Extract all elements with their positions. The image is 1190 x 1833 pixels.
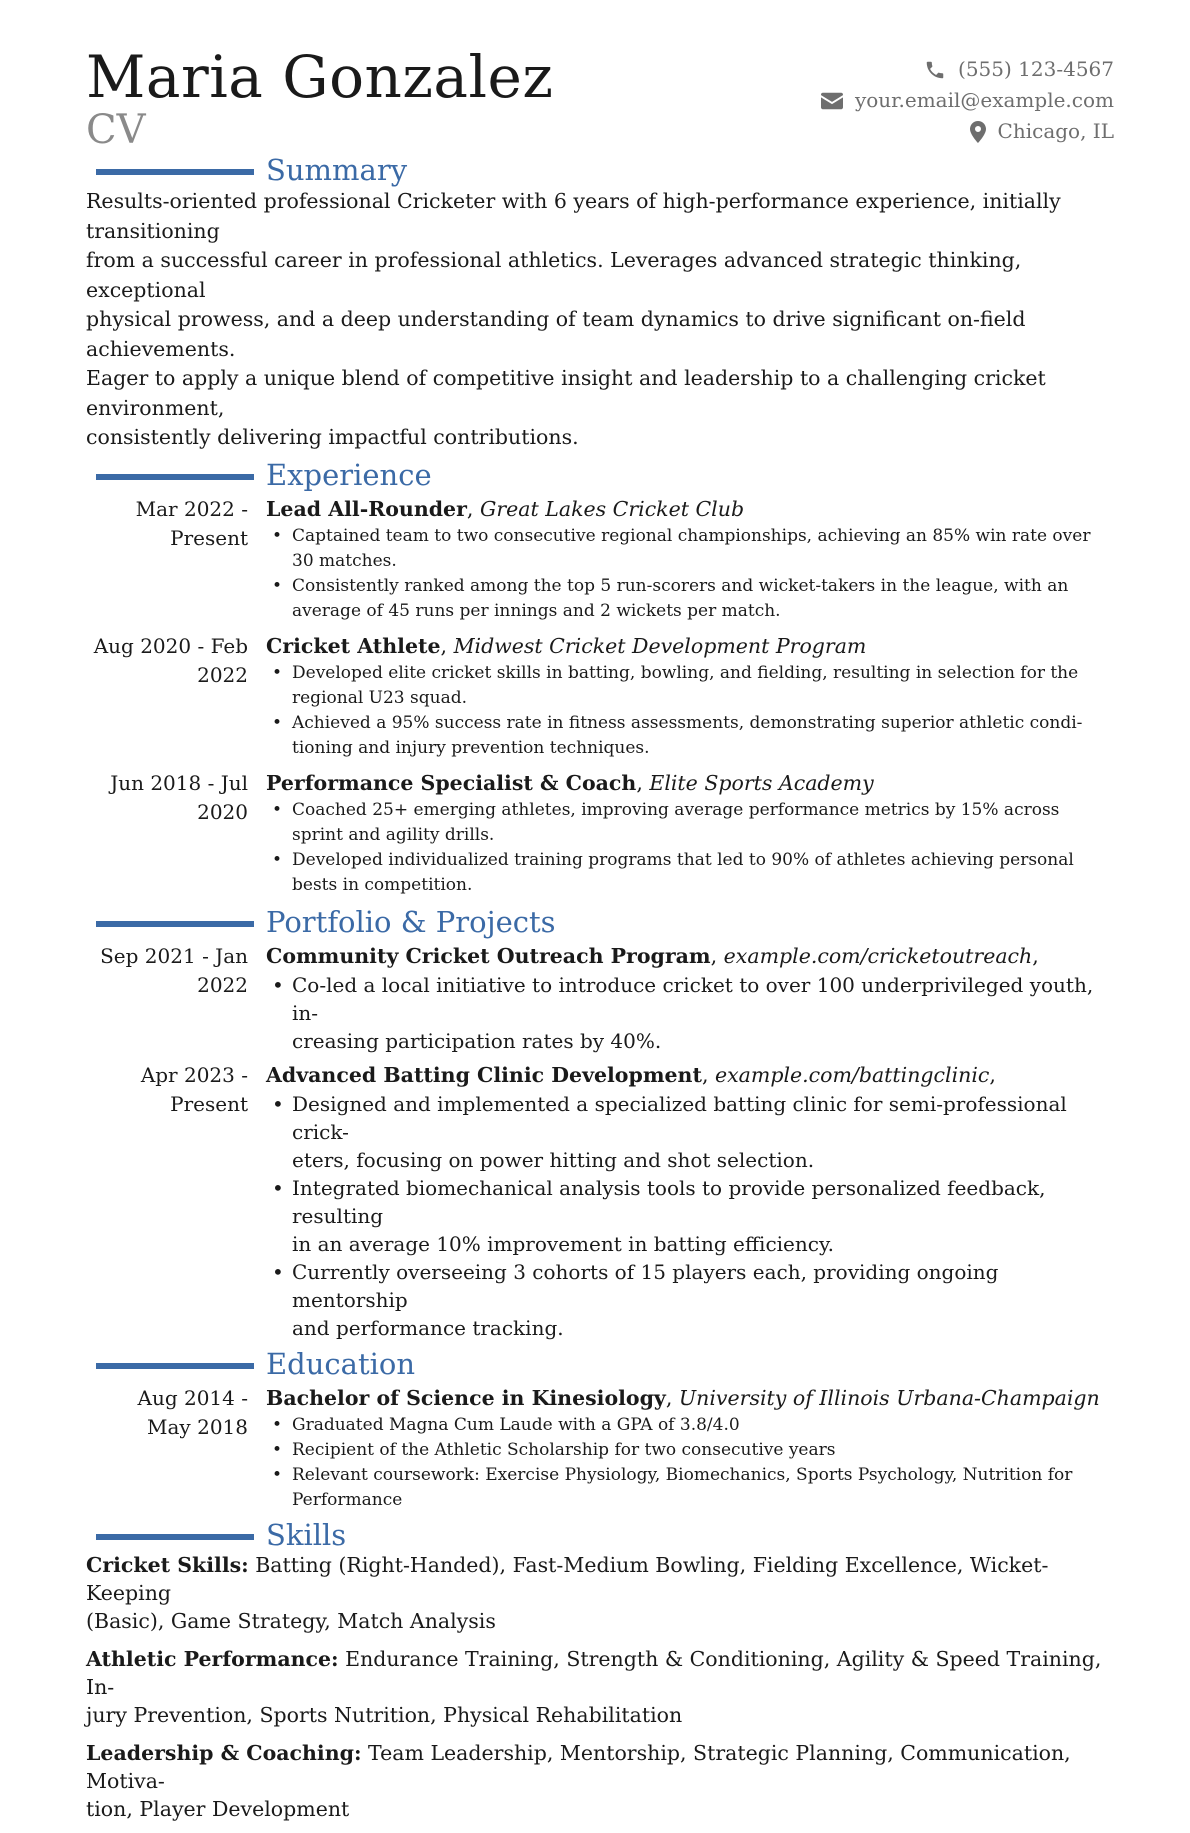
section-summary-header <box>86 152 1114 188</box>
skill-group: Cricket Skills: Batting (Right-Handed), Fast-Medium Bowling, Fielding Excellence, Wicket-Keeping (Basic), Game Strategy, Match Analysis <box>86 1552 1049 1633</box>
section-experience-header <box>86 457 1114 493</box>
section-title: Portfolio & Projects <box>266 904 556 939</box>
cv-page <box>86 44 1114 1833</box>
skills-list <box>86 1551 1114 1823</box>
section-rule <box>96 474 254 480</box>
section-title: Education <box>266 1346 416 1381</box>
project-link[interactable]: example.com/battingclinic <box>714 1062 990 1087</box>
bullet-item: • Designed and implemented a specialized batting clinic for semi-professional crick- eters, focusing on power hitting and shot selection. <box>266 1090 1114 1174</box>
skill-group: Leadership & Coaching: Team Leadership, Mentorship, Strategic Planning, Communication, Motiva- tion, Player Development <box>86 1740 1071 1821</box>
section-rule <box>96 921 254 927</box>
education-entry <box>86 1384 1114 1513</box>
section-rule <box>96 1363 254 1369</box>
entry-title: Lead All-Rounder, Great Lakes Cricket Club <box>266 496 745 521</box>
entry-date: Mar 2022 - Present <box>135 496 248 550</box>
envelope-icon <box>821 92 843 110</box>
skill-group: Athletic Performance: Endurance Training, Strength & Conditioning, Agility & Speed Training, In- jury Prevention, Sports Nutrition, Physical Rehabilitation <box>86 1646 1102 1727</box>
summary-line: consistently delivering impactful contributions. <box>86 425 579 449</box>
entry-date: Apr 2023 - Present <box>140 1062 248 1116</box>
experience-entry <box>86 632 1114 761</box>
bullet-item: • Relevant coursework: Exercise Physiology, Biomechanics, Sports Psychology, Nutrition for Performance <box>266 1463 1114 1513</box>
bullet-item: • Achieved a 95% success rate in fitness assessments, demonstrating superior athletic condi- tioning and injury prevention techniques. <box>266 711 1114 761</box>
entry-title: Community Cricket Outreach Program, example.com/cricketoutreach, <box>266 943 1039 968</box>
section-education-header <box>86 1346 1114 1382</box>
document-type: CV <box>86 107 146 153</box>
bullet-item: • Currently overseeing 3 cohorts of 15 players each, providing ongoing mentorship and performance tracking. <box>266 1258 1114 1342</box>
entry-title: Advanced Batting Clinic Development, example.com/battingclinic, <box>266 1062 996 1087</box>
summary-text <box>86 187 1114 453</box>
project-entry <box>86 942 1114 1055</box>
entry-bullets <box>266 1413 1114 1513</box>
entry-date: Sep 2021 - Jan 2022 <box>100 943 248 997</box>
section-rule <box>96 169 254 175</box>
entry-date: Aug 2014 - May 2018 <box>137 1385 248 1439</box>
section-title: Summary <box>266 153 408 187</box>
section-skills-header <box>86 1517 1114 1553</box>
entry-date: Aug 2020 - Feb 2022 <box>93 633 248 687</box>
section-rule <box>96 1534 254 1540</box>
map-pin-icon <box>970 121 986 143</box>
bullet-item: • Developed elite cricket skills in batting, bowling, and fielding, resulting in selection for the regional U23 squad. <box>266 661 1114 711</box>
section-title: Experience <box>266 457 432 492</box>
summary-line: physical prowess, and a deep understanding of team dynamics to drive significant on-field achievements. <box>86 307 1026 361</box>
contact-location <box>821 116 1114 147</box>
summary-line: from a successful career in professional athletics. Leverages advanced strategic thinking, exceptional <box>86 248 1022 302</box>
contact-info <box>821 54 1114 147</box>
bullet-item: • Coached 25+ emerging athletes, improving average performance metrics by 15% across sprint and agility drills. <box>266 798 1114 848</box>
location-text: Chicago, IL <box>997 119 1114 143</box>
entry-bullets <box>266 1090 1114 1342</box>
entry-title: Cricket Athlete, Midwest Cricket Development Program <box>266 633 867 658</box>
candidate-name: Maria Gonzalez <box>86 43 554 111</box>
entry-bullets <box>266 524 1114 624</box>
section-title: Skills <box>266 1517 347 1552</box>
phone-icon <box>924 59 946 81</box>
entry-date: Jun 2018 - Jul 2020 <box>110 770 248 824</box>
header <box>86 44 1114 152</box>
bullet-item: • Integrated biomechanical analysis tools to provide personalized feedback, resulting in an average 10% improvement in batting efficiency. <box>266 1174 1114 1258</box>
experience-entry <box>86 495 1114 624</box>
contact-phone[interactable] <box>821 54 1114 85</box>
section-projects-header <box>86 904 1114 940</box>
phone-text: (555) 123-4567 <box>958 57 1114 81</box>
bullet-item: • Co-led a local initiative to introduce cricket to over 100 underprivileged youth, in- creasing participation rates by 40%. <box>266 971 1114 1055</box>
entry-bullets <box>266 661 1114 761</box>
entry-title: Bachelor of Science in Kinesiology, University of Illinois Urbana-Champaign <box>266 1385 1100 1410</box>
summary-line: Eager to apply a unique blend of competitive insight and leadership to a challenging cricket environment, <box>86 366 1046 420</box>
entry-bullets <box>266 798 1114 898</box>
project-link[interactable]: example.com/cricketoutreach <box>723 943 1033 968</box>
summary-line: Results-oriented professional Cricketer with 6 years of high-performance experience, initially transitioning <box>86 189 1061 243</box>
contact-email[interactable] <box>821 85 1114 116</box>
bullet-item: • Captained team to two consecutive regional championships, achieving an 85% win rate over 30 matches. <box>266 524 1114 574</box>
bullet-item: • Recipient of the Athletic Scholarship for two consecutive years <box>266 1438 1114 1463</box>
experience-entry <box>86 769 1114 898</box>
entry-bullets <box>266 971 1114 1055</box>
project-entry <box>86 1061 1114 1342</box>
bullet-item: • Graduated Magna Cum Laude with a GPA of 3.8/4.0 <box>266 1413 1114 1438</box>
email-text: your.email@example.com <box>854 88 1114 112</box>
bullet-item: • Consistently ranked among the top 5 run-scorers and wicket-takers in the league, with an average of 45 runs per innings and 2 wickets per match. <box>266 574 1114 624</box>
bullet-item: • Developed individualized training programs that led to 90% of athletes achieving personal bests in competition. <box>266 848 1114 898</box>
entry-title: Performance Specialist & Coach, Elite Sports Academy <box>266 770 874 795</box>
